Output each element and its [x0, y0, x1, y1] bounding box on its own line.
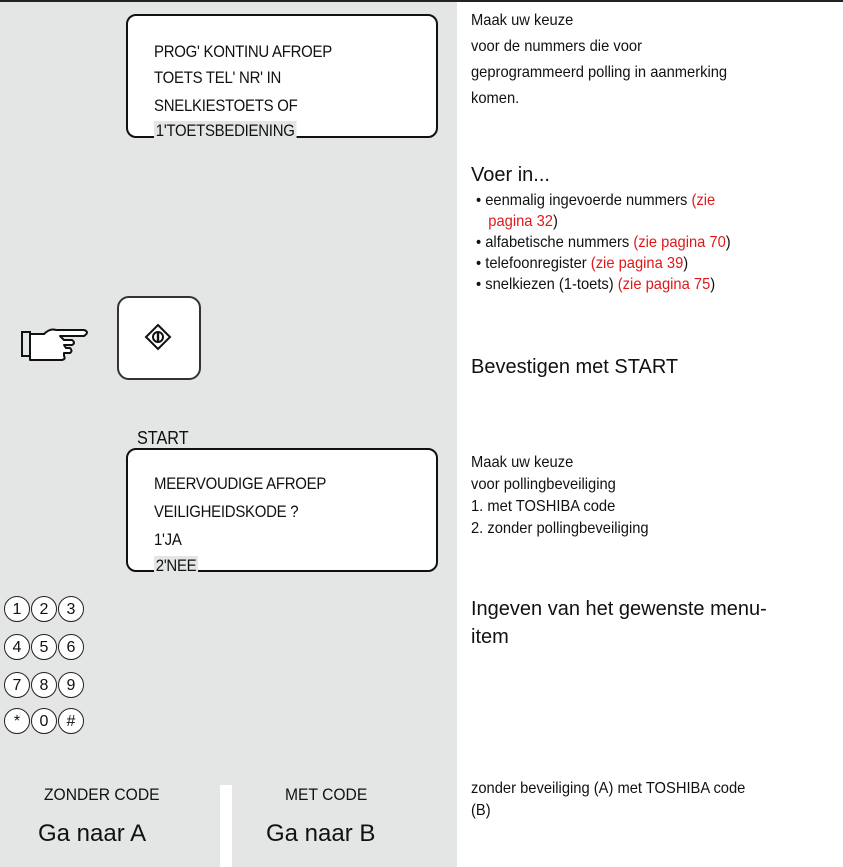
lcd1-line-3: SNELKIESTOETS OF [154, 96, 298, 115]
option-right-goto: Ga naar B [266, 820, 376, 847]
page-link[interactable]: (zie pagina 70 [633, 234, 726, 251]
list-item: • eenmalig ingevoerde nummers (zie [476, 192, 716, 209]
lcd2-line-2: VEILIGHEIDSKODE ? [154, 502, 299, 521]
pointing-hand-icon [20, 324, 92, 369]
option-divider [220, 785, 232, 867]
key-6[interactable]: 6 [58, 634, 84, 660]
lcd1-line-1: PROG' KONTINU AFROEP [154, 42, 332, 61]
choice2-line-2: voor pollingbeveiliging [471, 476, 616, 493]
option-left-goto: Ga naar A [38, 820, 147, 847]
page-link[interactable]: pagina 32 [488, 213, 553, 230]
menu-instruction-line-1: Ingeven van het gewenste menu- [471, 598, 767, 620]
start-icon [144, 323, 172, 351]
list-item: pagina 32) [488, 213, 558, 230]
lcd1-line-4: 1'TOETSBEDIENING [155, 121, 295, 140]
intro-line-1: Maak uw keuze [471, 12, 574, 29]
list-item: • telefoonregister (zie pagina 39) [476, 255, 689, 272]
key-0[interactable]: 0 [31, 708, 57, 734]
key-5[interactable]: 5 [31, 634, 57, 660]
intro-line-2: voor de nummers die voor [471, 38, 642, 55]
start-button[interactable] [117, 296, 201, 380]
choice2-line-4: 2. zonder pollingbeveiliging [471, 520, 649, 537]
lcd2-line-1: MEERVOUDIGE AFROEP [154, 474, 327, 493]
key-3[interactable]: 3 [58, 596, 84, 622]
option-left-label: ZONDER CODE [44, 785, 160, 804]
key-7[interactable]: 7 [4, 672, 30, 698]
page-link[interactable]: (zie pagina 75 [617, 276, 711, 293]
intro-line-3: geprogrammeerd polling in aanmerking [471, 64, 728, 81]
intro-line-4: komen. [471, 90, 520, 107]
lcd-display-1 [126, 14, 438, 138]
key-1[interactable]: 1 [4, 596, 30, 622]
security-line-1: zonder beveiliging (A) met TOSHIBA code [471, 780, 746, 797]
lcd1-line-2: TOETS TEL' NR' IN [154, 68, 282, 87]
page-link[interactable]: (zie [691, 192, 716, 209]
list-item: • snelkiezen (1-toets) (zie pagina 75) [476, 276, 716, 293]
option-right-label: MET CODE [285, 785, 368, 804]
input-options-list [476, 190, 731, 295]
key-9[interactable]: 9 [58, 672, 84, 698]
lcd-display-2 [126, 448, 438, 575]
lcd2-line-4: 2'NEE [155, 556, 197, 575]
key-2[interactable]: 2 [31, 596, 57, 622]
key-4[interactable]: 4 [4, 634, 30, 660]
key-hash[interactable]: # [58, 708, 84, 734]
key-star[interactable]: * [4, 708, 30, 734]
security-line-2: (B) [471, 802, 491, 819]
page-link[interactable]: (zie pagina 39 [590, 255, 684, 272]
key-8[interactable]: 8 [31, 672, 57, 698]
voer-in-heading: Voer in... [471, 164, 550, 186]
list-item: • alfabetische nummers (zie pagina 70) [476, 234, 731, 251]
menu-instruction-line-2: item [471, 626, 509, 648]
lcd2-line-3: 1'JA [154, 530, 182, 549]
start-label: START [137, 428, 189, 448]
confirm-instruction: Bevestigen met START [471, 356, 679, 378]
choice2-line-3: 1. met TOSHIBA code [471, 498, 616, 515]
choice2-line-1: Maak uw keuze [471, 454, 574, 471]
